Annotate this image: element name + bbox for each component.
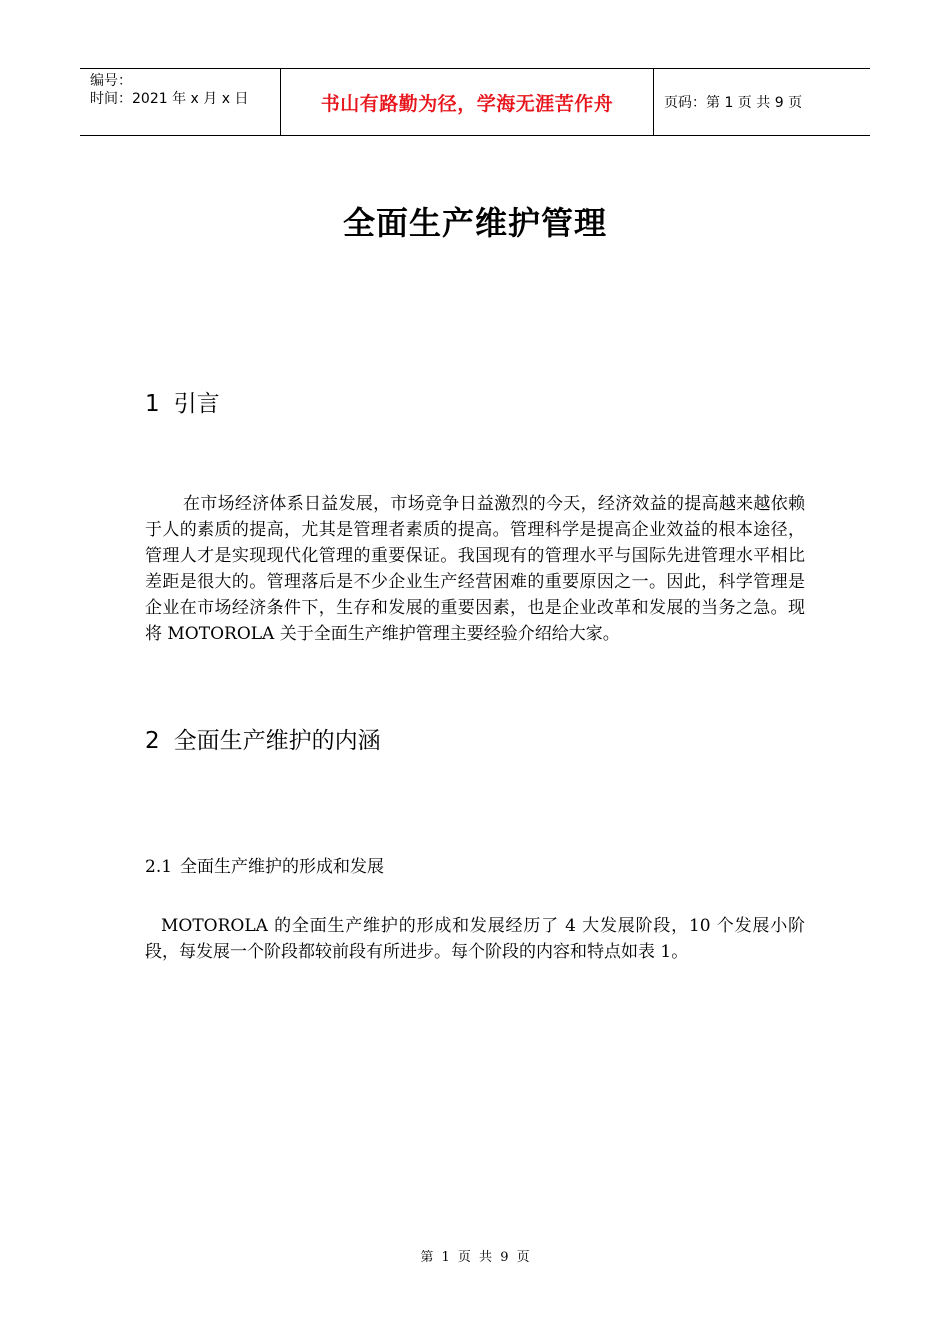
motto-text: 书山有路勤为径，学海无涯苦作舟 bbox=[320, 92, 614, 115]
section-heading-introduction bbox=[145, 385, 220, 418]
subsection-title: 全面生产维护的形成和发展 bbox=[180, 857, 385, 877]
header-motto-cell bbox=[281, 69, 654, 135]
section-title: 引言 bbox=[173, 391, 220, 417]
subsection-paragraph: MOTOROLA 的全面生产维护的形成和发展经历了 4 大发展阶段，10 个发展小阶段，每发展一个阶段都较前段有所进步。每个阶段的内容和特点如表 1。 bbox=[145, 916, 805, 962]
section-title: 全面生产维护的内涵 bbox=[173, 728, 381, 754]
introduction-paragraph: 在市场经济体系日益发展，市场竞争日益激烈的今天，经济效益的提高越来越依赖于人的素质的提高，尤其是管理者素质的提高。管理科学是提高企业效益的根本途径，管理人才是实现现代化管理的重要保证。我国现有的管理水平与国际先进管理水平相比差距是很大的。管理落后是不少企业生产经营困难的重要原因之一。因此，科学管理是企业在市场经济条件下，生存和发展的重要因素，也是企业改革和发展的当务之急。现将 MOTOROLA 关于全面生产维护管理主要经验介绍给大家。 bbox=[145, 494, 805, 644]
page-info: 页码：第 1 页 共 9 页 bbox=[664, 95, 803, 111]
header-meta-cell bbox=[80, 69, 281, 135]
section-number: 2 bbox=[145, 728, 160, 754]
section-heading-tpm-meaning bbox=[145, 722, 381, 755]
subsection-number: 2.1 bbox=[145, 857, 173, 877]
subsection-heading bbox=[145, 852, 384, 877]
number-label: 编号： bbox=[90, 73, 132, 89]
header-page-cell bbox=[654, 69, 870, 135]
page-footer: 第 1 页 共 9 页 bbox=[420, 1250, 530, 1265]
document-title: 全面生产维护管理 bbox=[342, 204, 607, 242]
document-header bbox=[80, 68, 870, 136]
time-label: 时间：2021 年 x 月 x 日 bbox=[90, 91, 249, 107]
section-number: 1 bbox=[145, 391, 160, 417]
